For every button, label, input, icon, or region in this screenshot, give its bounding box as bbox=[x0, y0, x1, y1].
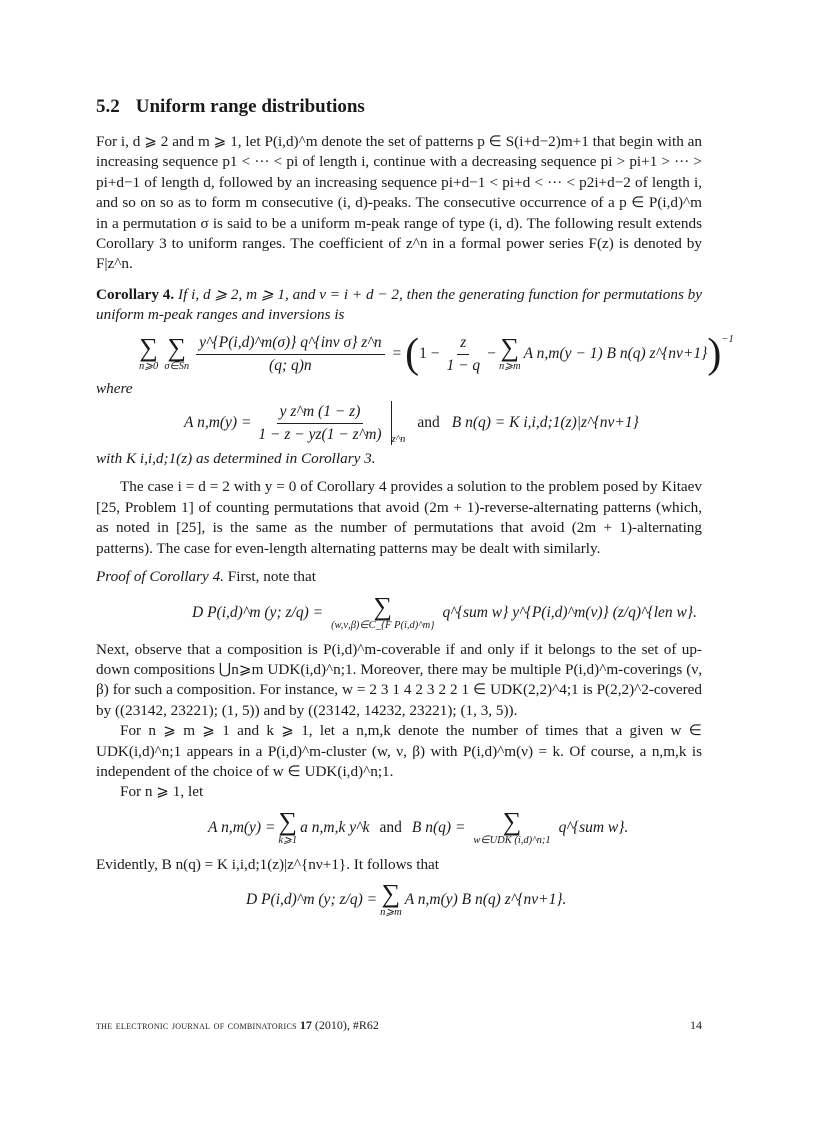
remark-paragraph: The case i = d = 2 with y = 0 of Corollary 4 provides a solution to the problem posed by Kitaev [25, Problem 1] of counting permutations that avoid (2m + 1)-reverse-alternating patterns (which, as noted in [25], is the same as the number of permutations that avoid (2m + 1)-alternating patterns). The case for even-length alternating patterns may be dealt with similarly. bbox=[96, 478, 702, 557]
corollary-text: If i, d ⩾ 2, m ⩾ 1, and ν = i + d − 2, then the generating function for permutations by uniform m-peak ranges and inversions is bbox=[96, 285, 703, 324]
gf-rhs-term: A n,m(y − 1) B n(q) z^{nν+1} bbox=[523, 345, 708, 363]
corollary-label: Corollary 4. bbox=[96, 285, 175, 303]
gf-exponent: −1 bbox=[721, 333, 734, 345]
A-B-definitions: A n,m(y) = ∑ k⩾1 a n,m,k y^k and B n(q) = ∑ w∈UDK (i,d)^n;1 q^{sum w}. bbox=[208, 806, 629, 846]
section-number: 5.2 bbox=[96, 96, 120, 117]
final-lhs: D P(i,d)^m (y; z/q) = bbox=[246, 891, 378, 909]
paragraph-n: For n ⩾ m ⩾ 1 and k ⩾ 1, let a n,m,k denote the number of times that a given w ∈ UDK(i,d)^n;1 appears in a P(i,d)^m-cluster (w, ν, β) with P(i,d)^m(ν) = k. Of course, a n,m,k is independent of the choice of w ∈ UDK(i,d)^n;1. bbox=[96, 722, 702, 780]
A-denominator: 1 − z − yz(1 − z^m) bbox=[258, 425, 382, 443]
A-evaluation: z^n bbox=[391, 434, 406, 446]
paper-page bbox=[96, 96, 734, 919]
Adef-rhs: a n,m,k y^k bbox=[300, 818, 370, 836]
generating-function-equation: ∑ n⩾0 ∑ σ∈Sn $\frac{\text{y\textasciicircum{}\{P(i,d)\textasciicircum{}m(σ)\} q\textasciicircum{}\{inv σ\} z\textasciicircum{}n}}{(q; q)n}$ = ( 1 − $\frac{z}{1 - q}$ − ∑ n⩾m A n,m(y − 1) B n(q) z^{nν+1} ) −1 bbox=[139, 331, 734, 378]
journal-volume: 17 bbox=[299, 1018, 312, 1032]
D-sum-index: (w,ν,β)∈C_{F P(i,d)^m} bbox=[331, 619, 435, 631]
gf-denominator: (q; q)n bbox=[269, 356, 312, 374]
Adef-sum-index: k⩾1 bbox=[278, 834, 298, 846]
proof-label: Proof of Corollary 4. bbox=[96, 568, 224, 586]
with-text: with K i,i,d;1(z) as determined in Corollary 3. bbox=[96, 450, 376, 468]
final-equation: D P(i,d)^m (y; z/q) = ∑ n⩾m A n,m(y) B n(q) z^{nν+1}. bbox=[246, 879, 567, 919]
where-text: where bbox=[96, 379, 133, 397]
A-lhs: A n,m(y) = bbox=[184, 414, 252, 432]
final-rhs: A n,m(y) B n(q) z^{nν+1}. bbox=[404, 891, 567, 909]
D-rhs: q^{sum w} y^{P(i,d)^m(ν)} (z/q)^{len w}. bbox=[442, 603, 697, 621]
sum-index-sigma: σ∈Sn bbox=[164, 361, 190, 373]
A-definition-equation bbox=[184, 401, 702, 445]
page-number: 14 bbox=[690, 1018, 702, 1032]
paragraph-let: For n ⩾ 1, let bbox=[120, 783, 204, 801]
paragraph-evident: Evidently, B n(q) = K i,i,d;1(z)|z^{nν+1}. It follows that bbox=[96, 855, 440, 873]
and-word: and bbox=[417, 414, 440, 432]
corollary-statement bbox=[96, 285, 702, 326]
D-lhs: D P(i,d)^m (y; z/q) = bbox=[192, 603, 324, 621]
B-definition: B n(q) = K i,i,d;1(z)|z^{nν+1} bbox=[451, 414, 639, 432]
Bdef-lhs: B n(q) = bbox=[411, 818, 466, 836]
gf-numerator: y^{P(i,d)^m(σ)} q^{inv σ} z^n bbox=[196, 334, 384, 355]
intro-paragraph: For i, d ⩾ 2 and m ⩾ 1, let P(i,d)^m denote the set of patterns p ∈ S(i+d−2)m+1 that begin with an increasing sequence p1 < ··· < pi of length i, continue with a decreasing sequence pi > pi+1 > ··· > pi+d−1 of length d, followed by an increasing sequence pi+d−1 < pi+d < ··· < p2i+d−2 of length i, and so on so as to form m consecutive (i, d)-peaks. The consecutive occurrence of a p ∈ P(i,d)^m in a permutation σ is said to be a uniform m-peak range of type (i, d). The following result extends Corollary 3 to uniform ranges. The coefficient of z^n in a formal power series F(z) is denoted by F|z^n. bbox=[96, 133, 702, 273]
journal-citation bbox=[96, 1018, 379, 1033]
Bdef-rhs: q^{sum w}. bbox=[558, 818, 629, 836]
section-heading bbox=[96, 96, 702, 118]
and-word-2: and bbox=[379, 818, 402, 836]
sum-index-m: n⩾m bbox=[498, 361, 521, 373]
proof-start bbox=[96, 567, 702, 587]
sum-index-n: n⩾0 bbox=[139, 361, 159, 373]
proof-first: First, note that bbox=[227, 568, 316, 586]
journal-name: the electronic journal of combinatorics bbox=[96, 1018, 297, 1032]
Bdef-sum-index: w∈UDK (i,d)^n;1 bbox=[473, 834, 551, 846]
A-numerator: y z^m (1 − z) bbox=[277, 403, 364, 424]
page-footer bbox=[96, 1018, 702, 1033]
paragraph-next: Next, observe that a composition is P(i,d)^m-coverable if and only if it belongs to the set of up-down compositions ⋃n⩾m UDK(i,d)^n;1. Moreover, there may be multiple P(i,d)^m-coverings (ν, β) for such a composition. For instance, w = 2 3 1 4 2 3 2 2 1 ∈ UDK(2,2)^4;1 is P(2,2)^2-covered by ((23142, 23221); (1, 5)) and by ((23142, 14232, 23221); (1, 3, 5)). bbox=[96, 640, 702, 719]
D-equation: D P(i,d)^m (y; z/q) = ∑ (w,ν,β)∈C_{F P(i,d)^m} q^{sum w} y^{P(i,d)^m(ν)} (z/q)^{len w}. bbox=[192, 591, 697, 631]
section-title: Uniform range distributions bbox=[135, 96, 365, 117]
Adef-lhs: A n,m(y) = bbox=[208, 818, 276, 836]
journal-year-article: (2010), #R62 bbox=[314, 1018, 379, 1032]
final-sum-index: n⩾m bbox=[380, 907, 402, 919]
